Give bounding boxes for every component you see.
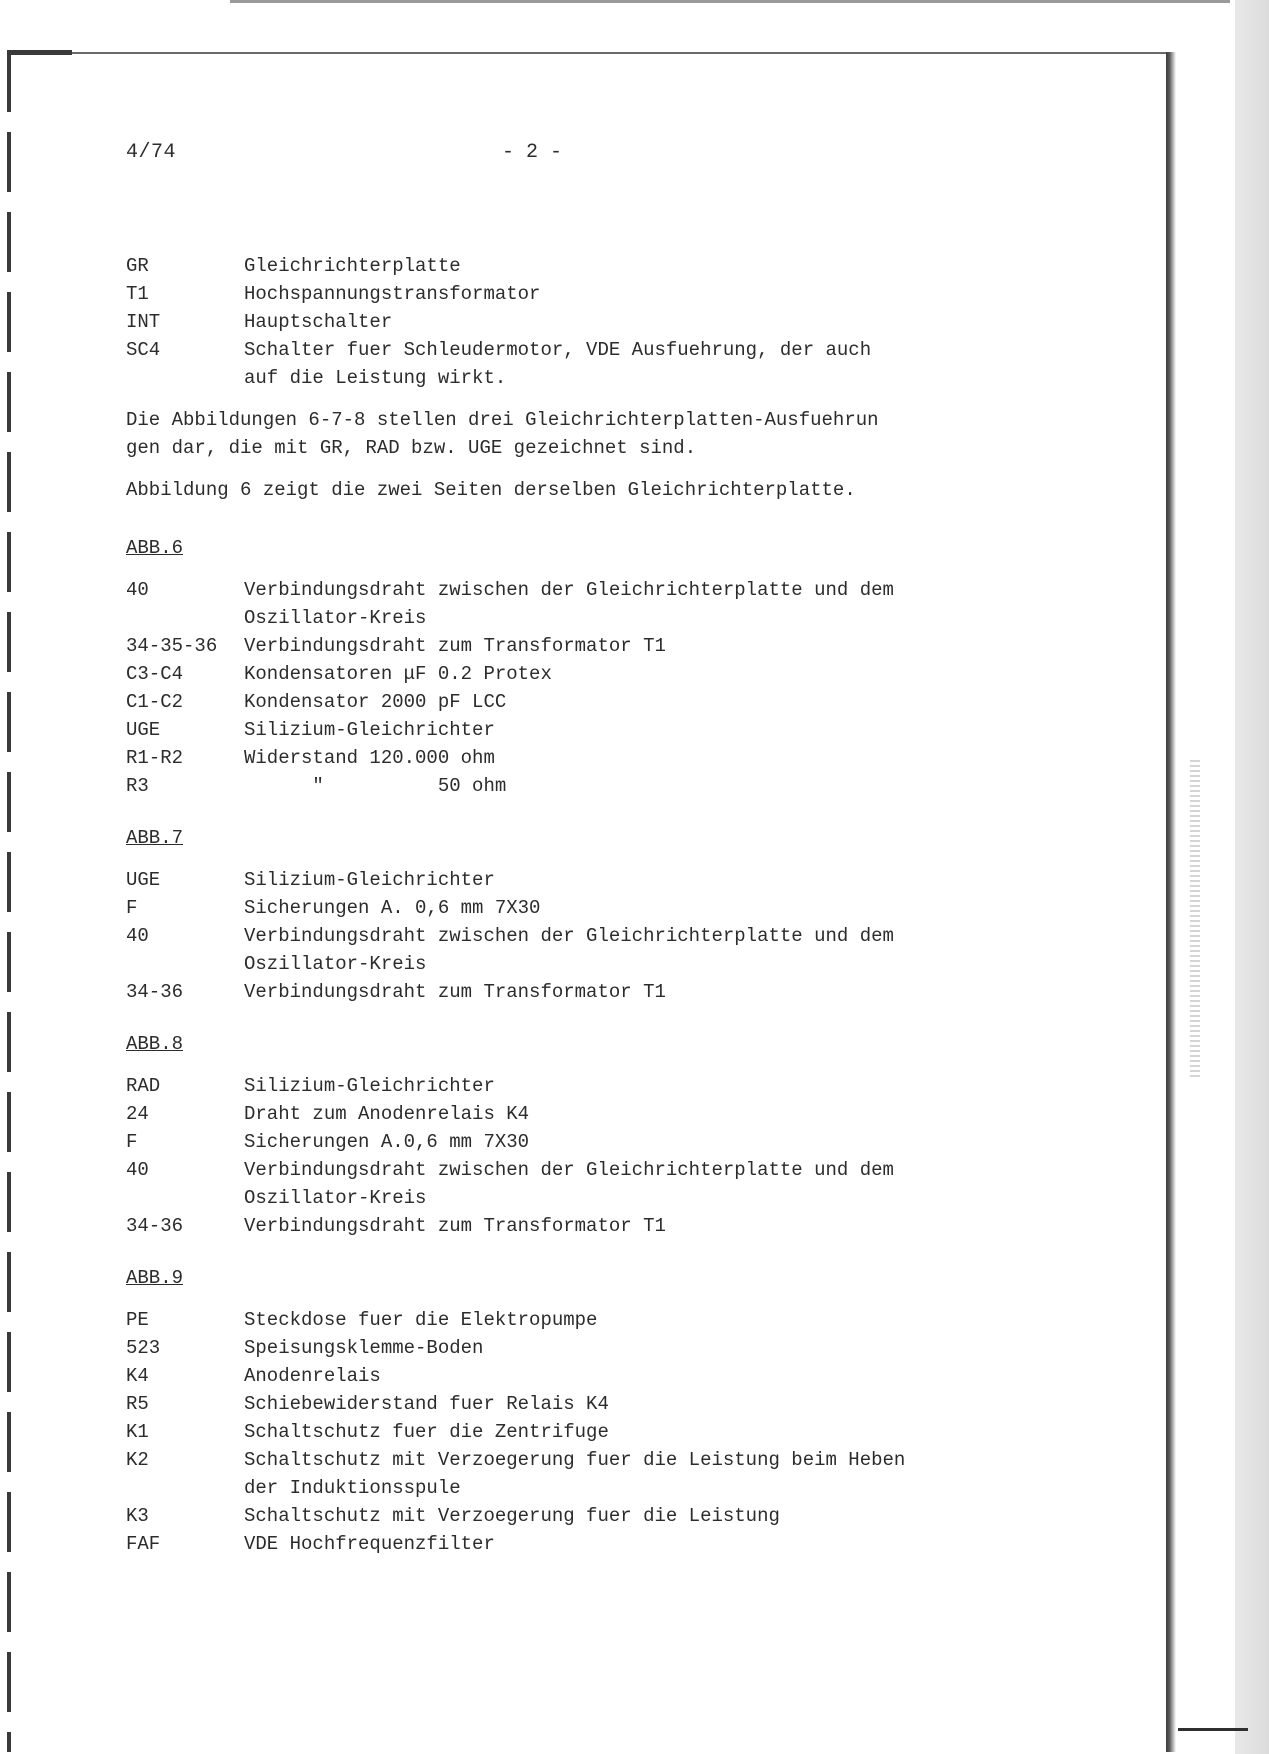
list-item — [126, 1128, 1126, 1156]
item-code: 40 — [126, 579, 149, 601]
abb9-list — [126, 1306, 1126, 1558]
list-item — [126, 1418, 1126, 1446]
item-code: 40 — [126, 1159, 149, 1181]
list-item — [126, 632, 1126, 660]
sheet-right-edge-noise — [1190, 760, 1200, 1080]
scan-right-margin — [1235, 0, 1269, 1754]
item-code: R3 — [126, 775, 149, 797]
sheet-top-corner — [7, 50, 72, 55]
list-item — [126, 1334, 1126, 1362]
page-number: - 2 - — [502, 141, 563, 164]
document-body — [126, 252, 1126, 1558]
item-description: VDE Hochfrequenzfilter — [244, 1533, 495, 1555]
item-code: INT — [126, 311, 161, 333]
list-item — [126, 1072, 1126, 1100]
item-description: Verbindungsdraht zwischen der Gleichrichterplatte und dem — [244, 1159, 894, 1181]
item-description: Silizium-Gleichrichter — [244, 1075, 495, 1097]
paragraph-line: Abbildung 6 zeigt die zwei Seiten derselben Gleichrichterplatte. — [126, 479, 856, 501]
figure-heading-abb9: ABB.9 — [126, 1267, 184, 1289]
item-description: Anodenrelais — [244, 1365, 381, 1387]
item-description: Kondensatoren μF 0.2 Protex — [244, 663, 552, 685]
list-item — [126, 688, 1126, 716]
item-description: Schaltschutz mit Verzoegerung fuer die Leistung — [244, 1505, 780, 1527]
item-description: Schalter fuer Schleudermotor, VDE Ausfuehrung, der auch — [244, 339, 872, 361]
item-description: Hochspannungstransformator — [244, 283, 541, 305]
sheet-left-edge — [7, 52, 11, 1752]
list-item — [126, 1156, 1126, 1184]
item-description: Gleichrichterplatte — [244, 255, 461, 277]
item-description: Widerstand 120.000 ohm — [244, 747, 495, 769]
list-item — [126, 772, 1126, 800]
list-item — [126, 1474, 1126, 1502]
figure-heading-abb8: ABB.8 — [126, 1033, 184, 1055]
item-code: K2 — [126, 1449, 149, 1471]
document-date: 4/74 — [126, 141, 177, 164]
item-code: RAD — [126, 1075, 161, 1097]
item-description: Verbindungsdraht zwischen der Gleichrichterplatte und dem — [244, 925, 894, 947]
item-description: Steckdose fuer die Elektropumpe — [244, 1309, 598, 1331]
item-code: T1 — [126, 283, 149, 305]
item-code: 34-36 — [126, 981, 184, 1003]
item-code: R1-R2 — [126, 747, 184, 769]
list-item — [126, 1306, 1126, 1334]
scan-top-edge — [230, 0, 1230, 3]
item-description: Oszillator-Kreis — [244, 953, 427, 975]
intro-list — [126, 252, 1126, 392]
item-code: K4 — [126, 1365, 149, 1387]
item-code — [126, 1184, 244, 1212]
list-item — [126, 1100, 1126, 1128]
item-description: Sicherungen A. 0,6 mm 7X30 — [244, 897, 541, 919]
item-code: 34-36 — [126, 1215, 184, 1237]
list-item — [126, 364, 1126, 392]
item-description: Draht zum Anodenrelais K4 — [244, 1103, 530, 1125]
item-description: " 50 ohm — [244, 775, 507, 797]
list-item — [126, 1362, 1126, 1390]
item-description: Silizium-Gleichrichter — [244, 719, 495, 741]
item-code: R5 — [126, 1393, 149, 1415]
item-description: Speisungsklemme-Boden — [244, 1337, 484, 1359]
item-code — [126, 950, 244, 978]
item-code: UGE — [126, 869, 161, 891]
item-code: 523 — [126, 1337, 161, 1359]
item-description: Sicherungen A.0,6 mm 7X30 — [244, 1131, 530, 1153]
item-code: UGE — [126, 719, 161, 741]
item-description: Schaltschutz fuer die Zentrifuge — [244, 1421, 609, 1443]
abb6-list — [126, 576, 1126, 800]
list-item — [126, 308, 1126, 336]
list-item — [126, 336, 1126, 364]
item-description: Schaltschutz mit Verzoegerung fuer die Leistung beim Heben — [244, 1449, 906, 1471]
item-code: SC4 — [126, 339, 161, 361]
paragraph-line: gen dar, die mit GR, RAD bzw. UGE gezeichnet sind. — [126, 437, 697, 459]
item-description: auf die Leistung wirkt. — [244, 367, 507, 389]
item-description: der Induktionsspule — [244, 1477, 461, 1499]
item-code: 24 — [126, 1103, 149, 1125]
item-code: F — [126, 1131, 138, 1153]
figure-heading-abb6: ABB.6 — [126, 537, 184, 559]
figure-heading-abb7: ABB.7 — [126, 827, 184, 849]
item-code: C1-C2 — [126, 691, 184, 713]
list-item — [126, 1502, 1126, 1530]
list-item — [126, 894, 1126, 922]
item-code: PE — [126, 1309, 149, 1331]
list-item — [126, 660, 1126, 688]
list-item — [126, 252, 1126, 280]
list-item — [126, 950, 1126, 978]
item-code: K3 — [126, 1505, 149, 1527]
item-code: F — [126, 897, 138, 919]
abb8-list — [126, 1072, 1126, 1240]
item-description: Schiebewiderstand fuer Relais K4 — [244, 1393, 609, 1415]
sheet-bottom-corner — [1178, 1728, 1248, 1731]
item-code — [126, 604, 244, 632]
paragraph-line: Die Abbildungen 6-7-8 stellen drei Gleichrichterplatten-Ausfuehrun — [126, 409, 879, 431]
page-header — [126, 141, 1126, 171]
list-item — [126, 716, 1126, 744]
item-code: GR — [126, 255, 149, 277]
list-item — [126, 1184, 1126, 1212]
item-description: Oszillator-Kreis — [244, 607, 427, 629]
item-description: Verbindungsdraht zum Transformator T1 — [244, 981, 666, 1003]
item-description: Verbindungsdraht zum Transformator T1 — [244, 1215, 666, 1237]
item-code — [126, 364, 244, 392]
list-item — [126, 922, 1126, 950]
list-item — [126, 280, 1126, 308]
item-description: Hauptschalter — [244, 311, 393, 333]
item-description: Verbindungsdraht zwischen der Gleichrichterplatte und dem — [244, 579, 894, 601]
list-item — [126, 1446, 1126, 1474]
item-code: 34-35-36 — [126, 635, 218, 657]
item-description: Verbindungsdraht zum Transformator T1 — [244, 635, 666, 657]
sheet-top-edge — [7, 52, 1167, 54]
item-description: Kondensator 2000 pF LCC — [244, 691, 507, 713]
item-description: Silizium-Gleichrichter — [244, 869, 495, 891]
list-item — [126, 744, 1126, 772]
sheet-right-edge — [1166, 52, 1176, 1752]
item-code: FAF — [126, 1533, 161, 1555]
list-item — [126, 576, 1126, 604]
item-code: C3-C4 — [126, 663, 184, 685]
list-item — [126, 1530, 1126, 1558]
item-code: 40 — [126, 925, 149, 947]
item-description: Oszillator-Kreis — [244, 1187, 427, 1209]
abb7-list — [126, 866, 1126, 1006]
list-item — [126, 1212, 1126, 1240]
item-code: K1 — [126, 1421, 149, 1443]
list-item — [126, 604, 1126, 632]
list-item — [126, 978, 1126, 1006]
item-code — [126, 1474, 244, 1502]
list-item — [126, 866, 1126, 894]
list-item — [126, 1390, 1126, 1418]
